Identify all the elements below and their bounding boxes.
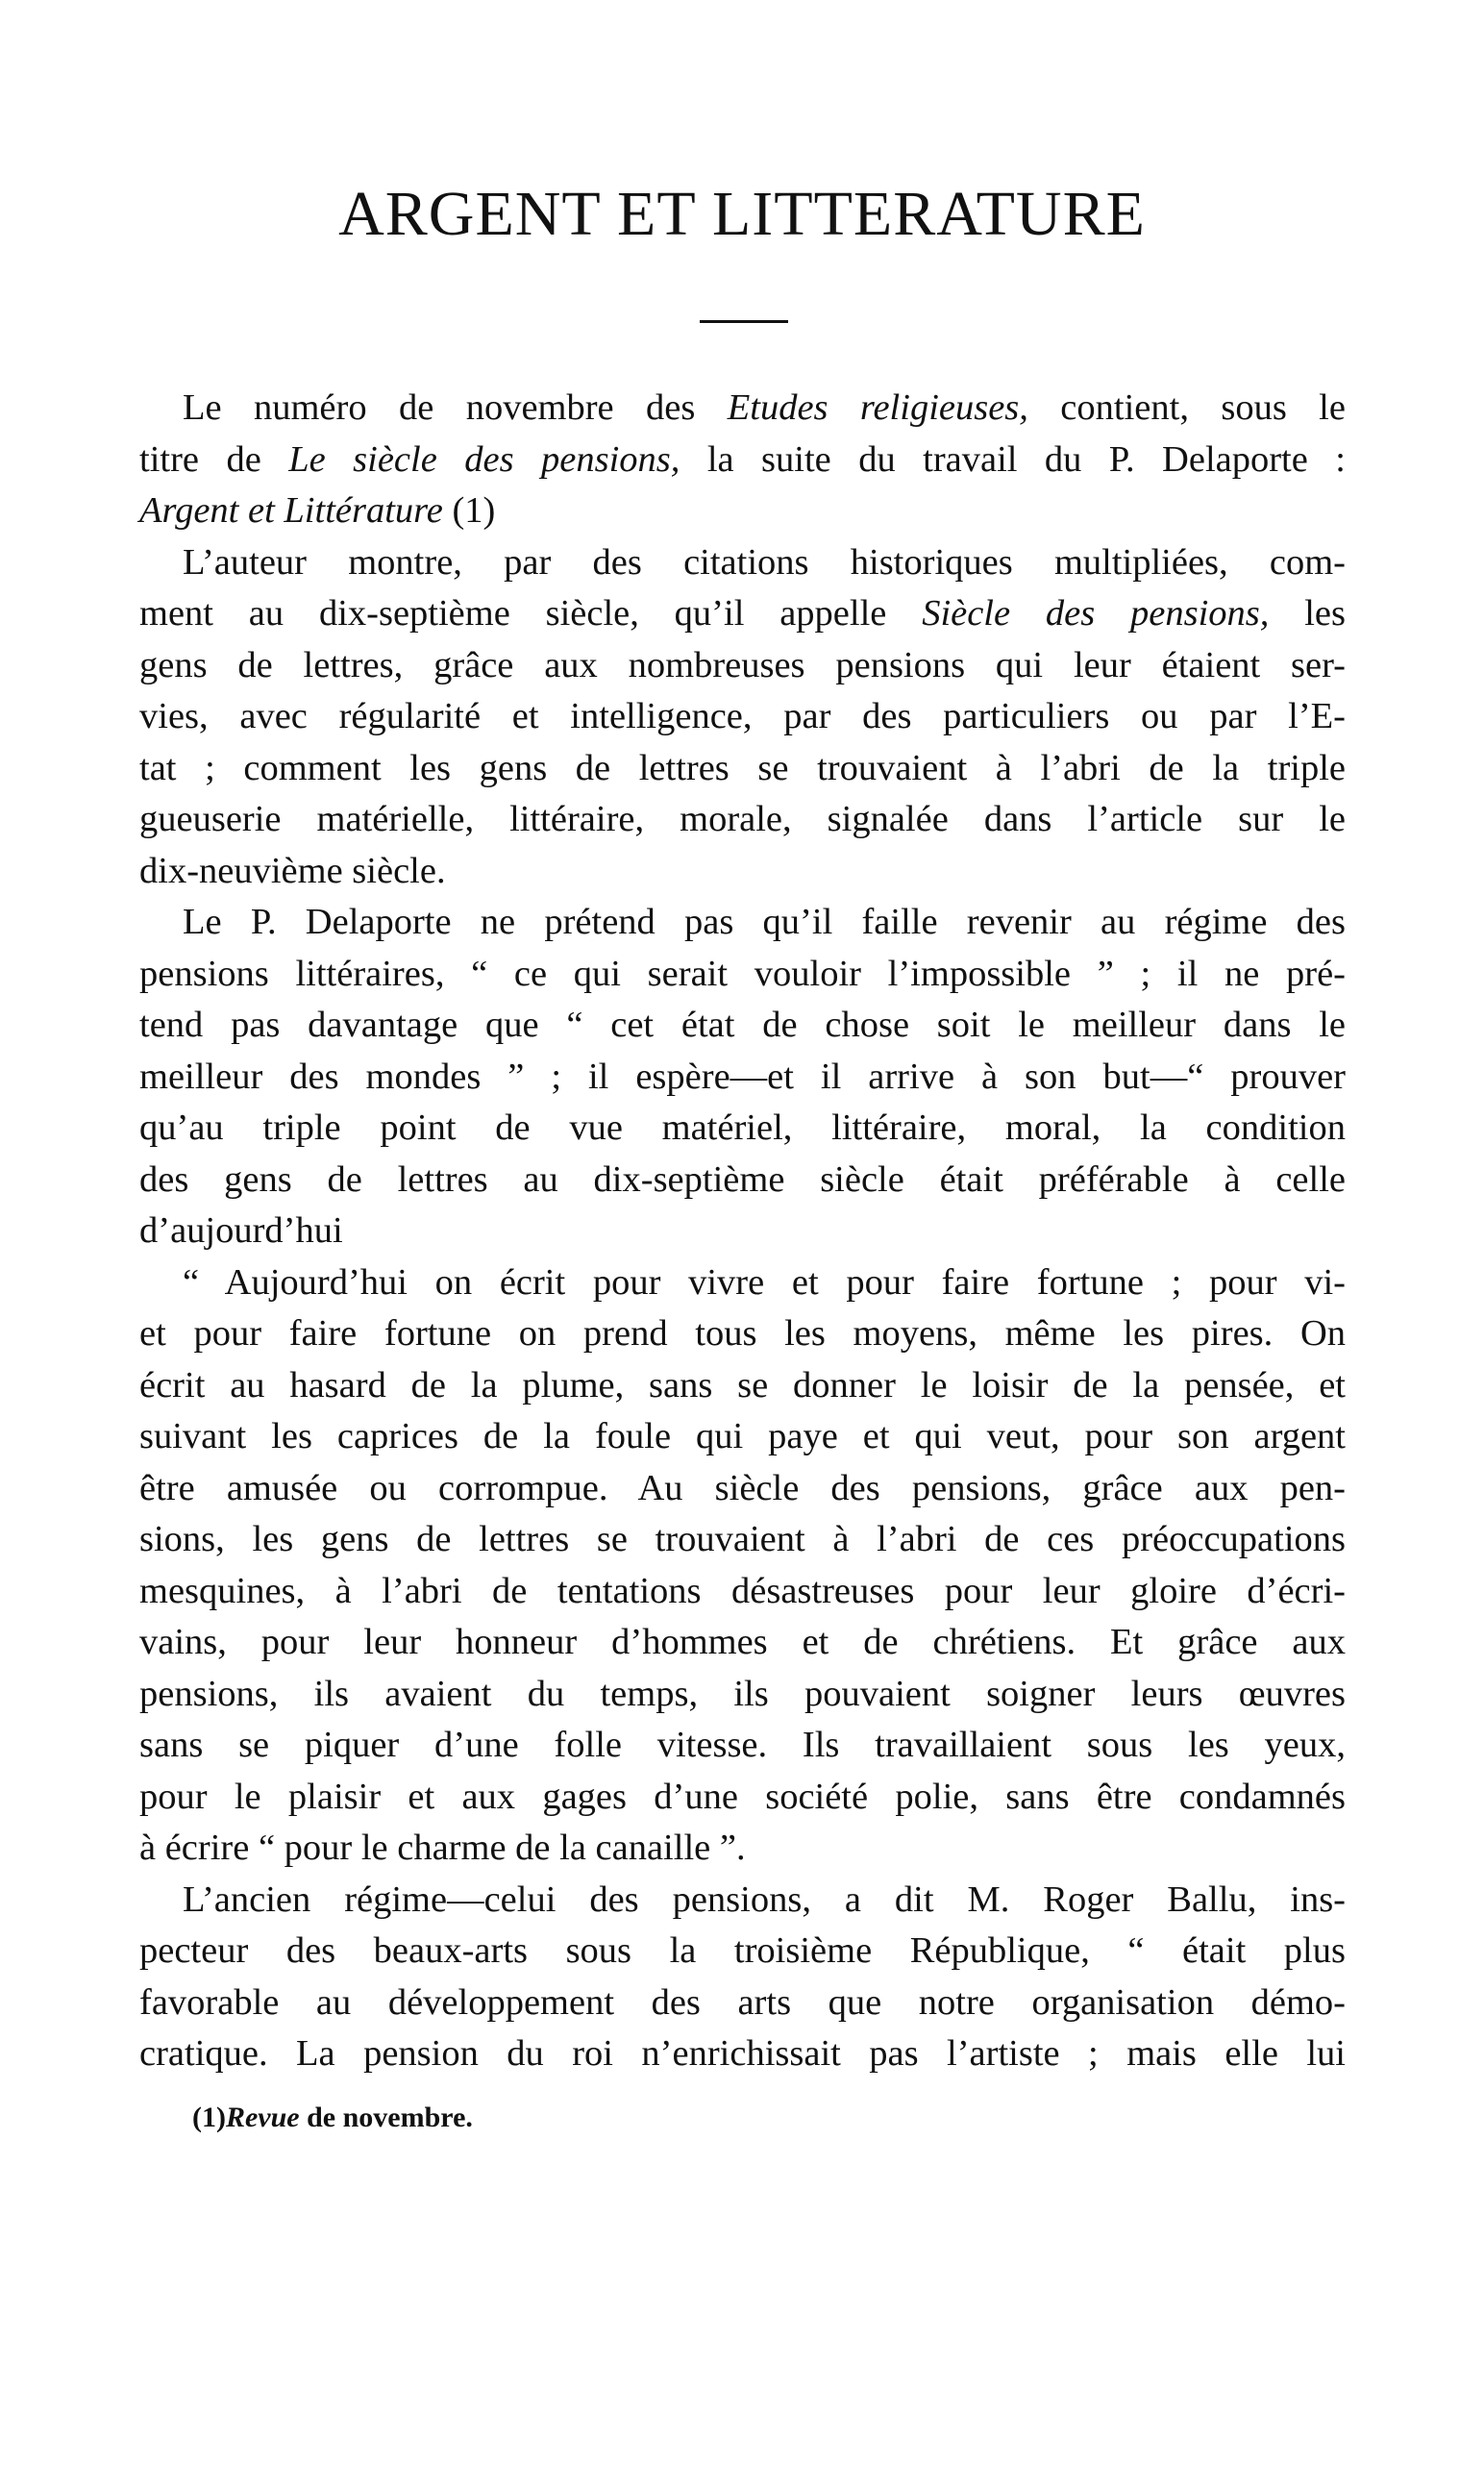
text-line (139, 1978, 1346, 2029)
line-text: sions, les gens de lettres se trouvaient à l’abri de ces préoccupations (139, 1519, 1346, 1559)
paragraph (139, 1257, 1346, 1875)
text-line (139, 1308, 1346, 1360)
line-text: qu’au triple point de vue matériel, littéraire, moral, la condition (139, 1107, 1346, 1148)
line-text: titre de (139, 438, 289, 480)
text-line (139, 1103, 1346, 1155)
line-text: écrit au hasard de la plume, sans se donner le loisir de la pensée, et (139, 1364, 1346, 1406)
line-text: favorable au développement des arts que notre organisation démo- (139, 1981, 1346, 2023)
text-line (139, 485, 1346, 537)
text-line (139, 1720, 1346, 1772)
line-text: vies, avec régularité et intelligence, par des particuliers ou par l’E- (139, 696, 1346, 736)
line-text: “ Aujourd’hui on écrit pour vivre et pour faire fortune ; pour vi- (183, 1261, 1346, 1303)
text-line (139, 640, 1346, 692)
text-line (139, 1206, 1346, 1257)
text-line (139, 1155, 1346, 1207)
line-text: être amusée ou corrompue. Au siècle des pensions, grâce aux pen- (139, 1467, 1346, 1508)
title-rule (700, 320, 788, 323)
line-text: Le P. Delaporte ne prétend pas qu’il faille revenir au régime des (183, 902, 1346, 942)
text-line (139, 1411, 1346, 1463)
text-line (139, 588, 1346, 640)
text-line (139, 1000, 1346, 1052)
line-text: gens de lettres, grâce aux nombreuses pensions qui leur étaient ser- (139, 644, 1346, 685)
line-text: pensions, ils avaient du temps, ils pouvaient soigner leurs œuvres (139, 1673, 1346, 1714)
line-text: meilleur des mondes ” ; il espère—et il arrive à son but—“ prouver (139, 1056, 1346, 1097)
line-text: des gens de lettres au dix-septième siècle était préférable à celle (139, 1158, 1346, 1200)
text-line (139, 1669, 1346, 1721)
text-line (139, 846, 1346, 898)
footnote-number: (1) (192, 2102, 226, 2133)
line-text-rest: les (1269, 593, 1346, 634)
text-line (139, 1360, 1346, 1412)
line-text: mesquines, à l’abri de tentations désastreuses pour leur gloire d’écri- (139, 1570, 1346, 1611)
text-line (139, 743, 1346, 795)
line-italic-text: Etudes religieuses, (727, 387, 1028, 428)
text-line (139, 794, 1346, 846)
line-text: gueuserie matérielle, littéraire, morale, signalée dans l’article sur le (139, 799, 1346, 839)
page-title: ARGENT ET LITTERATURE (338, 179, 1146, 249)
line-text: pour le plaisir et aux gages d’une société polie, sans être condamnés (139, 1776, 1346, 1817)
line-text: pensions littéraires, “ ce qui serait vouloir l’impossible ” ; il ne pré- (139, 953, 1346, 994)
line-italic-text: Siècle des pensions, (922, 593, 1270, 634)
text-line (139, 1566, 1346, 1618)
text-line (139, 1772, 1346, 1824)
text-line (139, 537, 1346, 589)
line-text: tat ; comment les gens de lettres se trouvaient à l’abri de la triple (139, 747, 1346, 788)
line-text: sans se piquer d’une folle vitesse. Ils travaillaient sous les yeux, (139, 1725, 1346, 1765)
line-text: ment au dix-septième siècle, qu’il appelle (139, 593, 923, 634)
line-text: cratique. La pension du roi n’enrichissait pas l’artiste ; mais elle lui (139, 2033, 1346, 2074)
text-line (139, 1875, 1346, 1927)
line-text: dix-neuvième siècle. (139, 850, 446, 891)
text-line (139, 1617, 1346, 1669)
line-text: L’auteur montre, par des citations historiques multipliées, com- (183, 541, 1346, 583)
text-line (139, 949, 1346, 1001)
text-line (139, 1926, 1346, 1978)
line-text: pecteur des beaux-arts sous la troisième République, “ était plus (139, 1930, 1346, 1971)
text-line (139, 897, 1346, 949)
text-line (139, 1052, 1346, 1104)
footnote-italic: Revue (225, 2102, 300, 2133)
text-line (139, 1257, 1346, 1309)
paragraph (139, 1875, 1346, 2080)
text-line (139, 383, 1346, 435)
line-text: et pour faire fortune on prend tous les moyens, même les pires. On (139, 1313, 1346, 1354)
line-text-rest: la suite du travail du P. Delaporte : (680, 438, 1346, 480)
paragraph (139, 383, 1346, 537)
line-text: à écrire “ pour le charme de la canaille ”. (139, 1828, 746, 1868)
footnote (192, 2103, 473, 2132)
text-line (139, 1823, 1346, 1875)
text-line (139, 435, 1346, 486)
paragraph (139, 537, 1346, 898)
text-line (139, 691, 1346, 743)
text-line (139, 1514, 1346, 1566)
line-text: vains, pour leur honneur d’hommes et de chrétiens. Et grâce aux (139, 1622, 1346, 1662)
line-text: L’ancien régime—celui des pensions, a dit M. Roger Ballu, ins- (183, 1878, 1346, 1920)
text-line (139, 1463, 1346, 1515)
footnote-text: de novembre. (299, 2102, 473, 2133)
line-text-rest: contient, sous le (1027, 387, 1346, 428)
line-italic-text: Le siècle des pensions, (288, 438, 680, 480)
line-text: d’aujourd’hui (139, 1210, 343, 1251)
body-text (139, 383, 1346, 2080)
text-line (139, 2028, 1346, 2080)
line-text: suivant les caprices de la foule qui paye et qui veut, pour son argent (139, 1416, 1346, 1456)
line-text: tend pas davantage que “ cet état de chose soit le meilleur dans le (139, 1005, 1346, 1045)
line-italic-text: Argent et Littérature (139, 490, 443, 531)
line-text: Le numéro de novembre des (183, 387, 728, 428)
paragraph (139, 897, 1346, 1257)
line-text-rest: (1) (442, 490, 496, 531)
